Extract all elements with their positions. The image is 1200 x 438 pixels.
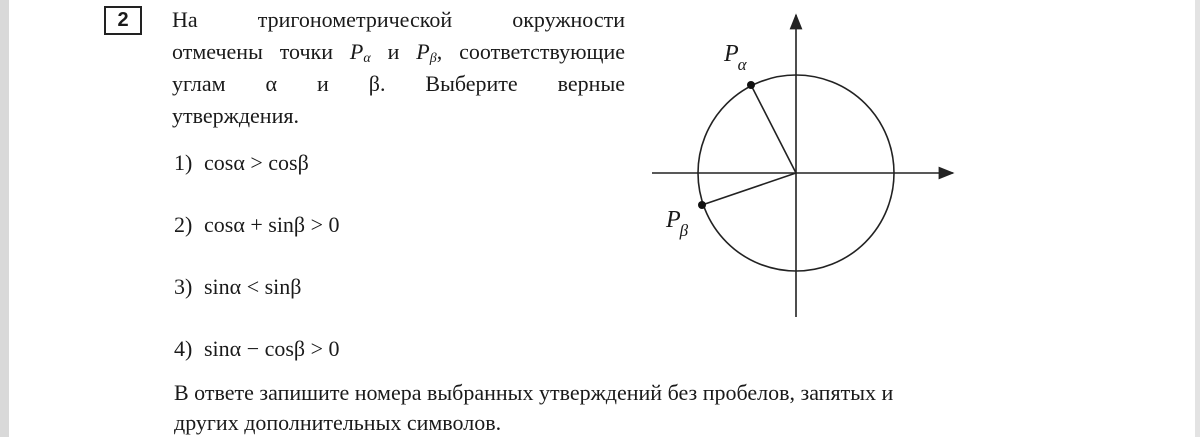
task-line-4: утверждения. <box>172 103 299 128</box>
point-beta-text: $P_\beta$ <box>416 39 437 66</box>
option-2-expr: cosα + sinβ > 0 <box>204 212 340 237</box>
option-4-expr: sinα − cosβ > 0 <box>204 336 340 361</box>
label-p-beta: Pβ <box>666 207 689 240</box>
answer-instruction <box>174 378 974 438</box>
unit-circle-figure <box>640 5 960 320</box>
task-number-box <box>104 6 142 35</box>
option-3-expr: sinα < sinβ <box>204 274 302 299</box>
page-right-edge <box>1195 0 1200 437</box>
radius-beta <box>702 173 796 205</box>
option-4: 4) sinα − cosβ > 0 <box>174 336 340 361</box>
task-line-3: углам α и β. Выберите верные <box>172 71 625 96</box>
label-p-alpha: Pα <box>724 41 747 74</box>
option-1: 1) cosα > cosβ <box>174 150 309 175</box>
instruction-line-2: других дополнительных символов. <box>174 410 502 435</box>
task-line-1: На тригонометрической окружности <box>172 7 625 32</box>
point-beta-dot <box>698 201 706 209</box>
option-3: 3) sinα < sinβ <box>174 274 302 299</box>
task-text <box>172 4 625 132</box>
radius-alpha <box>751 85 796 173</box>
option-2: 2) cosα + sinβ > 0 <box>174 212 340 237</box>
page-left-edge <box>0 0 9 437</box>
task-line-2: отмечены точки $P_\alpha$ и $P_\beta$, соответствующие <box>172 39 626 66</box>
task-number: 2 <box>117 9 129 31</box>
point-alpha-dot <box>747 81 755 89</box>
point-alpha-text: $P_\alpha$ <box>349 39 371 66</box>
instruction-line-1: В ответе запишите номера выбранных утверждений без пробелов, запятых и <box>174 380 894 405</box>
option-1-expr: cosα > cosβ <box>204 150 309 175</box>
